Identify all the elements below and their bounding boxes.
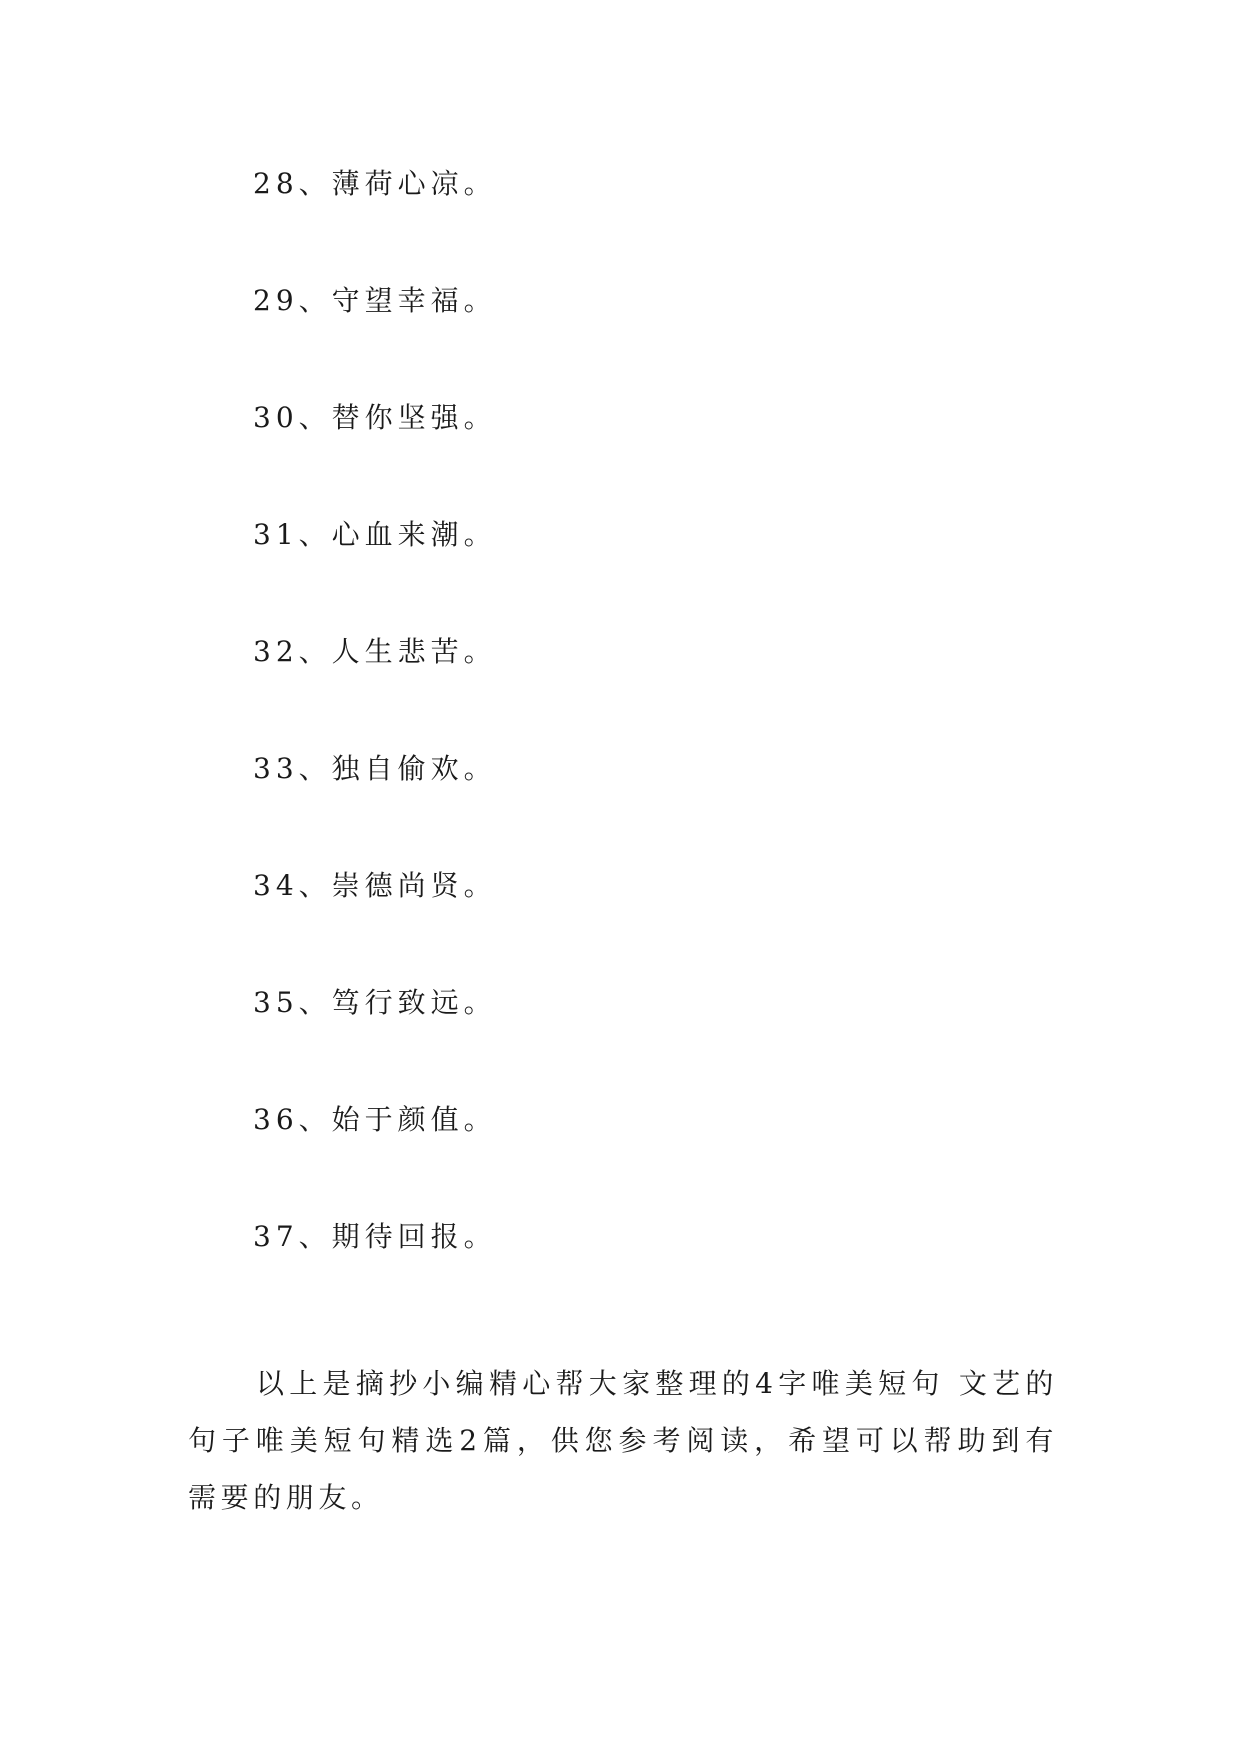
list-item: 35、笃行致远。	[253, 986, 497, 1019]
list-item: 29、守望幸福。	[253, 284, 497, 317]
list-item: 37、期待回报。	[253, 1220, 497, 1253]
list-item: 33、独自偷欢。	[253, 752, 497, 785]
list-item: 31、心血来潮。	[253, 518, 497, 551]
list-item: 36、始于颜值。	[253, 1103, 497, 1136]
list-item: 28、薄荷心凉。	[253, 167, 497, 200]
list-item: 32、人生悲苦。	[253, 635, 497, 668]
list-item: 34、崇德尚贤。	[253, 869, 497, 902]
list-item: 30、替你坚强。	[253, 401, 497, 434]
closing-paragraph: 以上是摘抄小编精心帮大家整理的4字唯美短句 文艺的句子唯美短句精选2篇，供您参考阅读，希望可以帮助到有需要的朋友。	[188, 1367, 1058, 1514]
